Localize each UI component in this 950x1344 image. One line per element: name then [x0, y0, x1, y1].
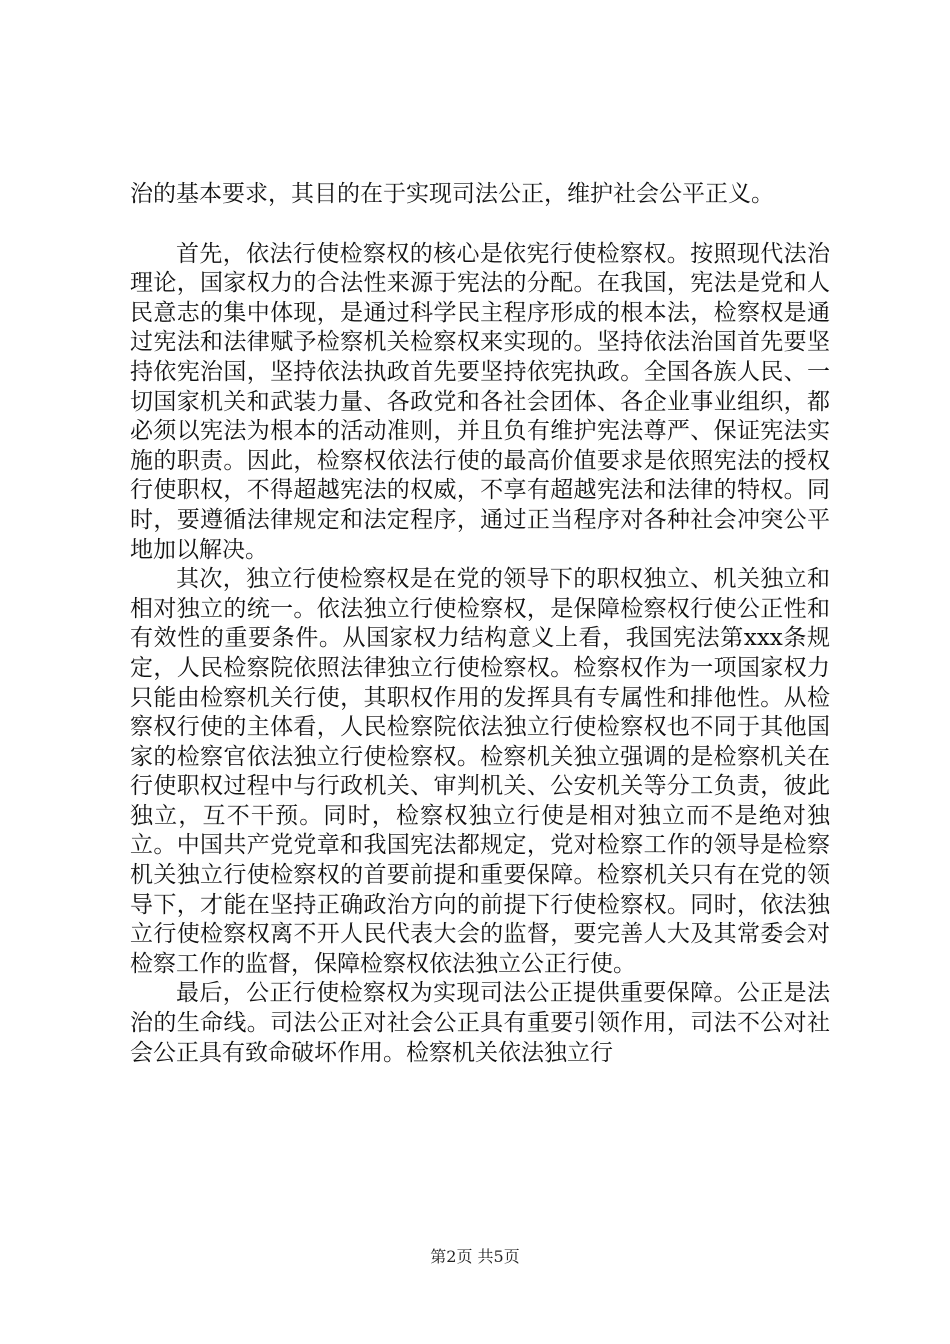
- page-number-footer: 第2页 共5页: [430, 1247, 520, 1266]
- document-body: [130, 180, 830, 1068]
- paragraph-first-point: 首先，依法行使检察权的核心是依宪行使检察权。按照现代法治理论，国家权力的合法性来源于宪法的分配。在我国，宪法是党和人民意志的集中体现，是通过科学民主程序形成的根本法，检察权是通过宪法和法律赋予检察机关检察权来实现的。坚持依法治国首先要坚持依宪治国，坚持依法执政首先要坚持依宪执政。全国各族人民、一切国家机关和武装力量、各政党和各社会团体、各企业事业组织，都必须以宪法为根本的活动准则，并且负有维护宪法尊严、保证宪法实施的职责。因此，检察权依法行使的最高价值要求是依照宪法的授权行使职权，不得超越宪法的权威，不享有超越宪法和法律的特权。同时，要遵循法律规定和法定程序，通过正当程序对各种社会冲突公平地加以解决。: [130, 240, 830, 563]
- paragraph-second-point: 其次，独立行使检察权是在党的领导下的职权独立、机关独立和相对独立的统一。依法独立行使检察权，是保障检察权行使公正性和有效性的重要条件。从国家权力结构意义上看，我国宪法第xxx条规定，人民检察院依照法律独立行使检察权。检察权作为一项国家权力只能由检察机关行使，其职权作用的发挥具有专属性和排他性。从检察权行使的主体看，人民检察院依法独立行使检察权也不同于其他国家的检察官依法独立行使检察权。检察机关独立强调的是检察机关在行使职权过程中与行政机关、审判机关、公安机关等分工负责，彼此独立，互不干预。同时，检察权独立行使是相对独立而不是绝对独立。中国共产党党章和我国宪法都规定，党对检察工作的领导是检察机关独立行使检察权的首要前提和重要保障。检察机关只有在党的领导下，才能在坚持正确政治方向的前提下行使检察权。同时，依法独立行使检察权离不开人民代表大会的监督，要完善人大及其常委会对检察工作的监督，保障检察权依法独立公正行使。: [130, 566, 830, 977]
- paragraph-continuation: 治的基本要求，其目的在于实现司法公正，维护社会公平正义。: [130, 181, 774, 207]
- paragraph-last-point: 最后，公正行使检察权为实现司法公正提供重要保障。公正是法治的生命线。司法公正对社会公正具有重要引领作用，司法不公对社会公正具有致命破坏作用。检察机关依法独立行: [130, 980, 830, 1066]
